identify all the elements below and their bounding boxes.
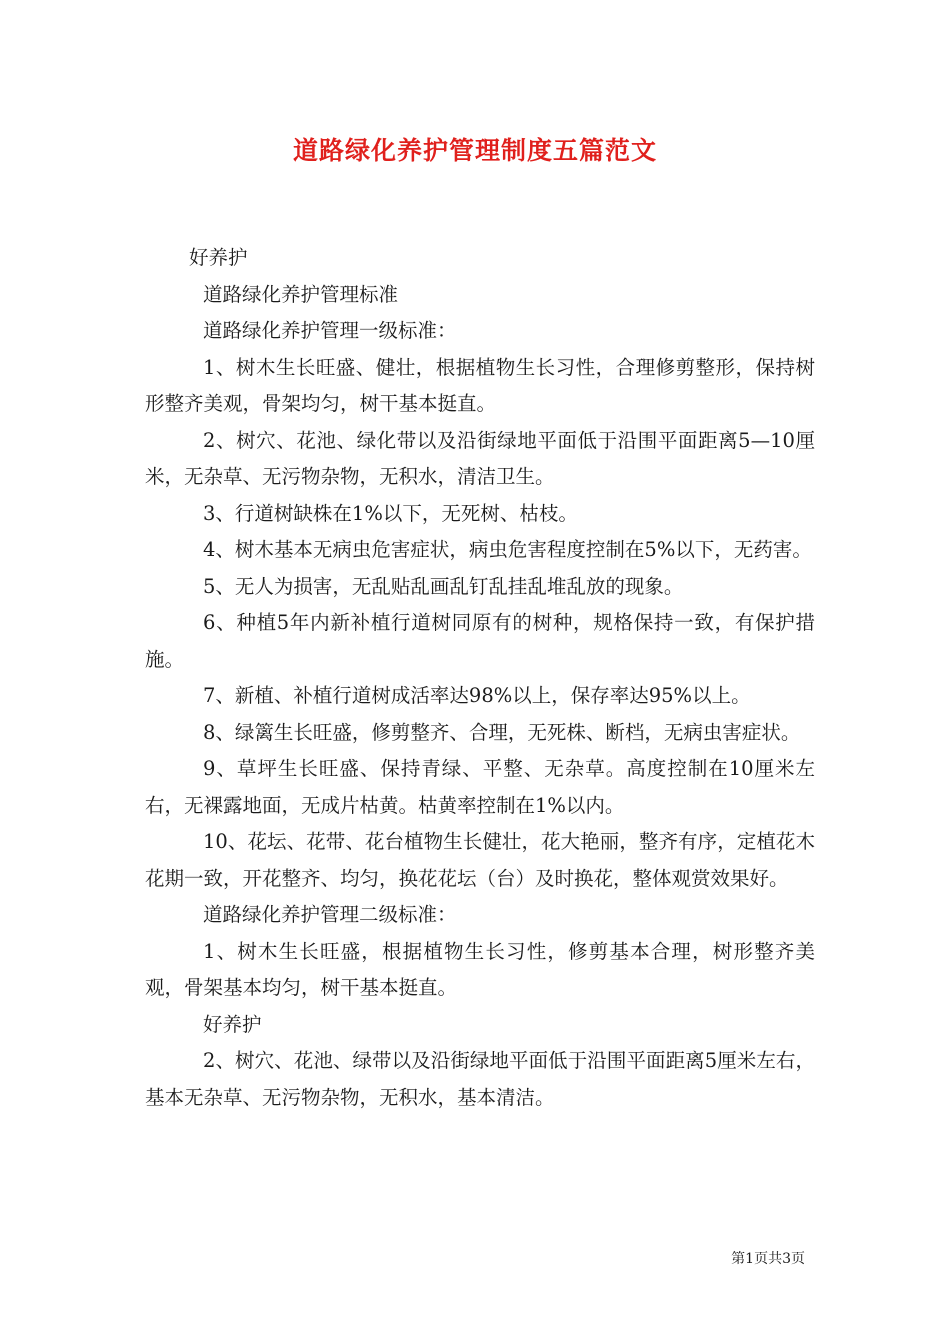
list-item: 2、树穴、花池、绿化带以及沿街绿地平面低于沿围平面距离5—10厘米，无杂草、无污物杂物，无积水，清洁卫生。: [145, 428, 815, 488]
list-item: 2、树穴、花池、绿带以及沿街绿地平面低于沿围平面距离5厘米左右，基本无杂草、无污物杂物，无积水，基本清洁。: [145, 1049, 815, 1109]
document-body: [145, 240, 815, 1116]
list-item: 9、草坪生长旺盛、保持青绿、平整、无杂草。高度控制在10厘米左右，无裸露地面，无成片枯黄。枯黄率控制在1%以内。: [145, 757, 815, 817]
paragraph: 好养护: [203, 1012, 262, 1036]
list-item: 8、绿篱生长旺盛，修剪整齐、合理，无死株、断档，无病虫害症状。: [203, 720, 801, 744]
list-item: 5、无人为损害，无乱贴乱画乱钉乱挂乱堆乱放的现象。: [203, 574, 684, 598]
section-heading: 道路绿化养护管理标准: [203, 282, 399, 306]
list-item: 1、树木生长旺盛，根据植物生长习性，修剪基本合理，树形整齐美观，骨架基本均匀，树干基本挺直。: [145, 939, 815, 999]
paragraph: 好养护: [189, 246, 248, 269]
section-heading: 道路绿化养护管理一级标准：: [203, 319, 457, 342]
list-item: 3、行道树缺株在1%以下，无死树、枯枝。: [203, 501, 578, 525]
document-title: 道路绿化养护管理制度五篇范文: [292, 136, 657, 165]
list-item: 6、种植5年内新补植行道树同原有的树种，规格保持一致，有保护措施。: [145, 611, 815, 671]
list-item: 4、树木基本无病虫危害症状，病虫危害程度控制在5%以下，无药害。: [203, 538, 812, 561]
section-heading: 道路绿化养护管理二级标准：: [203, 903, 457, 926]
list-item: 7、新植、补植行道树成活率达98%以上，保存率达95%以上。: [203, 684, 751, 707]
list-item: 1、树木生长旺盛、健壮，根据植物生长习性，合理修剪整形，保持树形整齐美观，骨架均匀，树干基本挺直。: [145, 355, 815, 415]
list-item: 10、花坛、花带、花台植物生长健壮，花大艳丽，整齐有序，定植花木花期一致，开花整齐、均匀，换花花坛（台）及时换花，整体观赏效果好。: [145, 830, 815, 890]
page-number: 第1页共3页: [731, 1251, 805, 1267]
